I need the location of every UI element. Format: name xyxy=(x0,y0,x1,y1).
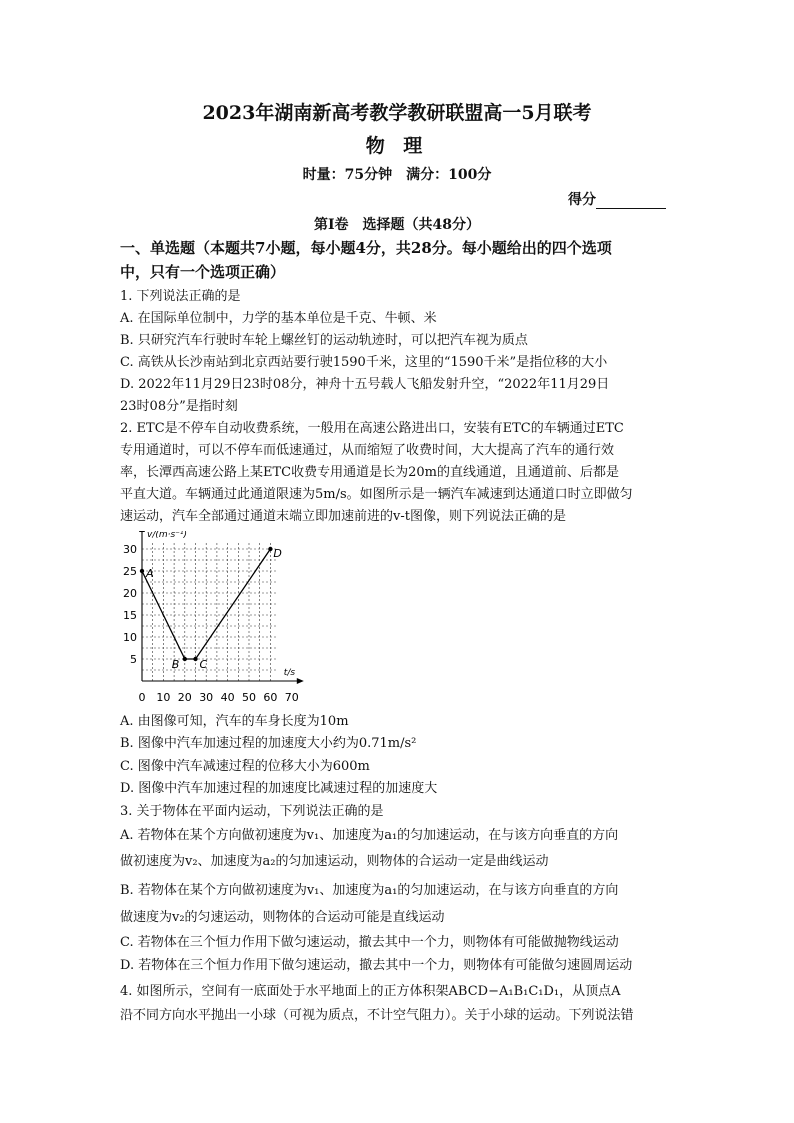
q1-option-a: A. 在国际单位制中，力学的基本单位是千克、牛顿、米 xyxy=(120,311,437,326)
point-label-a: A xyxy=(146,567,154,580)
point-label-b: B xyxy=(171,658,180,671)
q1-option-d-line1: D. 2022年11月29日23时08分，神舟十五号载人飞船发射升空，“2022年11月29日 xyxy=(120,377,610,392)
x-tick-label: 10 xyxy=(156,691,171,704)
q2-option-b: B. 图像中汽车加速过程的加速度大小约为0.71m/s² xyxy=(120,736,417,751)
y-tick-label: 25 xyxy=(123,565,137,578)
x-tick-label: 0 xyxy=(138,691,146,704)
q2-stem-line1: 2. ETC是不停车自动收费系统，一般用在高速公路进出口，安装有ETC的车辆通过ETC xyxy=(120,421,624,436)
score-field xyxy=(568,189,666,209)
x-tick-label: 30 xyxy=(199,691,214,704)
x-tick-label: 70 xyxy=(284,691,299,704)
q4-stem-line2: 沿不同方向水平抛出一小球（可视为质点，不计空气阻力）。关于小球的运动。下列说法错 xyxy=(120,1008,634,1023)
score-blank xyxy=(596,194,666,209)
score-label: 得分 xyxy=(568,192,596,208)
q3-option-b-line1: B. 若物体在某个方向做初速度为v₁、加速度为a₁的匀加速运动，在与该方向垂直的方向 xyxy=(120,883,619,898)
q2-stem-line4: 平直大道。车辆通过此通道限速为5m/s。如图所示是一辆汽车减速到达通道口时立即做匀 xyxy=(120,487,633,502)
point-b xyxy=(183,657,187,661)
point-label-c: C xyxy=(199,658,208,671)
x-axis-arrow xyxy=(297,678,304,684)
exam-title: 2023年湖南新高考教学教研联盟高一5月联考 xyxy=(202,102,592,124)
y-tick-label: 10 xyxy=(123,631,137,644)
q1-option-d-line2: 23时08分”是指时刻 xyxy=(120,399,238,414)
point-a xyxy=(140,569,144,573)
part-heading: 第Ⅰ卷 选择题（共48分） xyxy=(313,217,481,233)
point-label-d: D xyxy=(273,547,282,560)
q1-stem: 1. 下列说法正确的是 xyxy=(120,289,241,304)
point-d xyxy=(268,547,272,551)
q2-stem-line2: 专用通道时，可以不停车而低速通过，从而缩短了收费时间，大大提高了汽车的通行效 xyxy=(120,443,615,458)
point-c xyxy=(193,657,197,661)
y-tick-label: 30 xyxy=(123,543,137,556)
q3-option-a-line1: A. 若物体在某个方向做初速度为v₁、加速度为a₁的匀加速运动，在与该方向垂直的方向 xyxy=(120,828,619,843)
y-axis-arrow xyxy=(139,531,145,532)
q2-option-a: A. 由图像可知，汽车的车身长度为10m xyxy=(120,714,349,729)
x-tick-label: 50 xyxy=(242,691,256,704)
q3-option-c: C. 若物体在三个恒力作用下做匀速运动，撤去其中一个力，则物体有可能做抛物线运动 xyxy=(120,935,619,950)
y-tick-label: 20 xyxy=(123,587,137,600)
x-tick-label: 40 xyxy=(220,691,235,704)
x-axis-label: t/s xyxy=(283,668,296,678)
y-tick-label: 15 xyxy=(123,609,137,622)
q2-option-d: D. 图像中汽车加速过程的加速度比减速过程的加速度大 xyxy=(120,781,438,796)
q3-option-b-line2: 做速度为v₂的匀速运动，则物体的合运动可能是直线运动 xyxy=(120,910,445,925)
x-tick-label: 20 xyxy=(177,691,192,704)
q2-stem-line3: 率，长潭西高速公路上某ETC收费专用通道是长为20m的直线通道，且通道前、后都是 xyxy=(120,465,619,480)
q2-option-c: C. 图像中汽车减速过程的位移大小为600m xyxy=(120,759,370,774)
section-heading-line2: 中，只有一个选项正确） xyxy=(120,263,286,281)
subject-title: 物 理 xyxy=(365,135,429,157)
y-tick-label: 5 xyxy=(130,653,137,666)
y-axis-label: v/(m·s⁻¹) xyxy=(147,531,188,540)
section-heading-line1: 一、单选题（本题共7小题，每小题4分，共28分。每小题给出的四个选项 xyxy=(120,239,612,257)
q4-stem-line1: 4. 如图所示，空间有一底面处于水平地面上的正方体积架ABCD−A₁B₁C₁D₁，从顶点A xyxy=(120,984,621,999)
vt-graph xyxy=(118,531,338,711)
q3-option-a-line2: 做初速度为v₂、加速度为a₂的匀加速运动，则物体的合运动一定是曲线运动 xyxy=(120,854,549,869)
q3-stem: 3. 关于物体在平面内运动，下列说法正确的是 xyxy=(120,804,384,819)
time-info: 时量：75分钟 满分：100分 xyxy=(302,167,492,183)
q3-option-d: D. 若物体在三个恒力作用下做匀速运动，撤去其中一个力，则物体有可能做匀速圆周运动 xyxy=(120,958,633,973)
q2-stem-line5: 速运动，汽车全部通过通道末端立即加速前进的v-t图像，则下列说法正确的是 xyxy=(120,509,566,524)
q1-option-c: C. 高铁从长沙南站到北京西站要行驶1590千米，这里的“1590千米”是指位移的大小 xyxy=(120,355,608,370)
x-tick-label: 60 xyxy=(263,691,278,704)
q1-option-b: B. 只研究汽车行驶时车轮上螺丝钉的运动轨迹时，可以把汽车视为质点 xyxy=(120,333,528,348)
